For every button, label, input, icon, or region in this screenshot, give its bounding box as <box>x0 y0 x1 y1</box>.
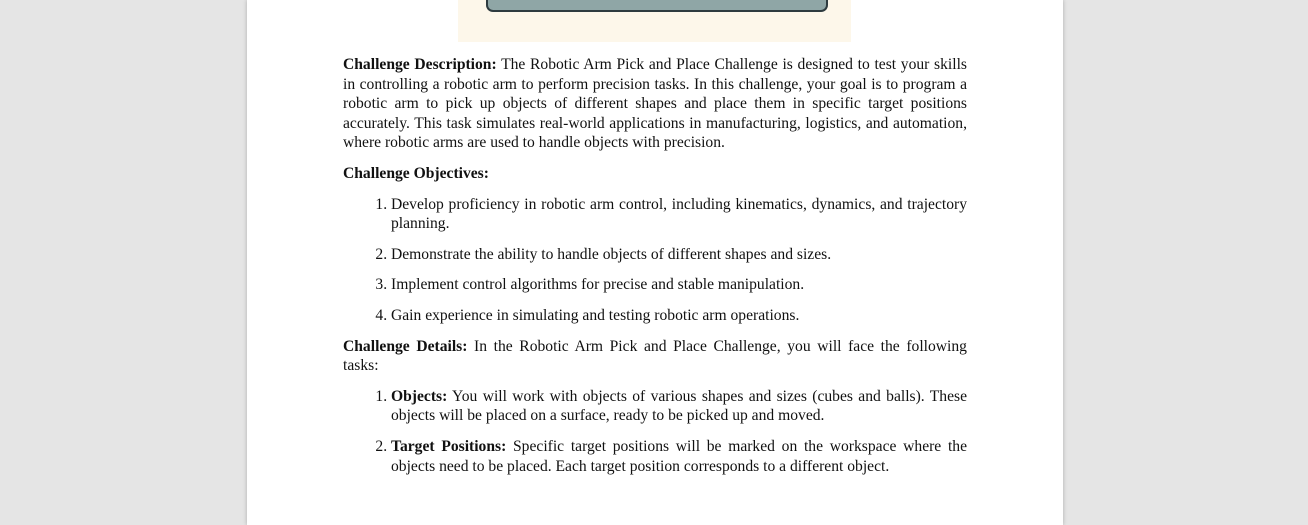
details-item-term: Objects: <box>391 387 448 405</box>
challenge-objectives-heading: Challenge Objectives: <box>343 164 489 182</box>
details-item-text: You will work with objects of various shapes and sizes (cubes and balls). These objects will be placed on a surface, ready to be picked up and moved. <box>391 387 967 425</box>
challenge-details-heading: Challenge Details: <box>343 337 468 355</box>
details-item-term: Target Positions: <box>391 437 507 455</box>
challenge-details-text: In the Robotic Arm Pick and Place Challenge, you will face the following tasks: <box>343 337 967 375</box>
details-list <box>343 387 967 476</box>
challenge-description-heading: Challenge Description: <box>343 56 497 73</box>
details-item-text: Specific target positions will be marked on the workspace where the objects need to be placed. Each target position corresponds to a different object. <box>391 437 967 475</box>
objective-item: 2. Demonstrate the ability to handle objects of different shapes and sizes. <box>391 245 967 265</box>
challenge-description-paragraph <box>343 55 967 153</box>
challenge-description-text: The Robotic Arm Pick and Place Challenge is designed to test your skills in controlling a robotic arm to perform precision tasks. In this challenge, your goal is to program a robotic arm to pick up objects of different shapes and place them in specific target positions accurately. This task simulates real-world applications in manufacturing, logistics, and automation, where robotic arms are used to handle objects with precision. <box>343 56 967 152</box>
objective-item: 3. Implement control algorithms for precise and stable manipulation. <box>391 275 967 295</box>
details-item-target-positions <box>391 437 967 476</box>
document-page <box>247 0 1063 525</box>
illustration-tray-graphic <box>486 0 828 12</box>
objective-item: 4. Gain experience in simulating and testing robotic arm operations. <box>391 306 967 326</box>
document-content <box>343 55 967 487</box>
details-item-objects <box>391 387 967 426</box>
challenge-details-paragraph <box>343 337 967 376</box>
objectives-list <box>343 195 967 326</box>
objective-item: 1. Develop proficiency in robotic arm control, including kinematics, dynamics, and trajectory planning. <box>391 195 967 234</box>
illustration-figure <box>458 0 851 42</box>
